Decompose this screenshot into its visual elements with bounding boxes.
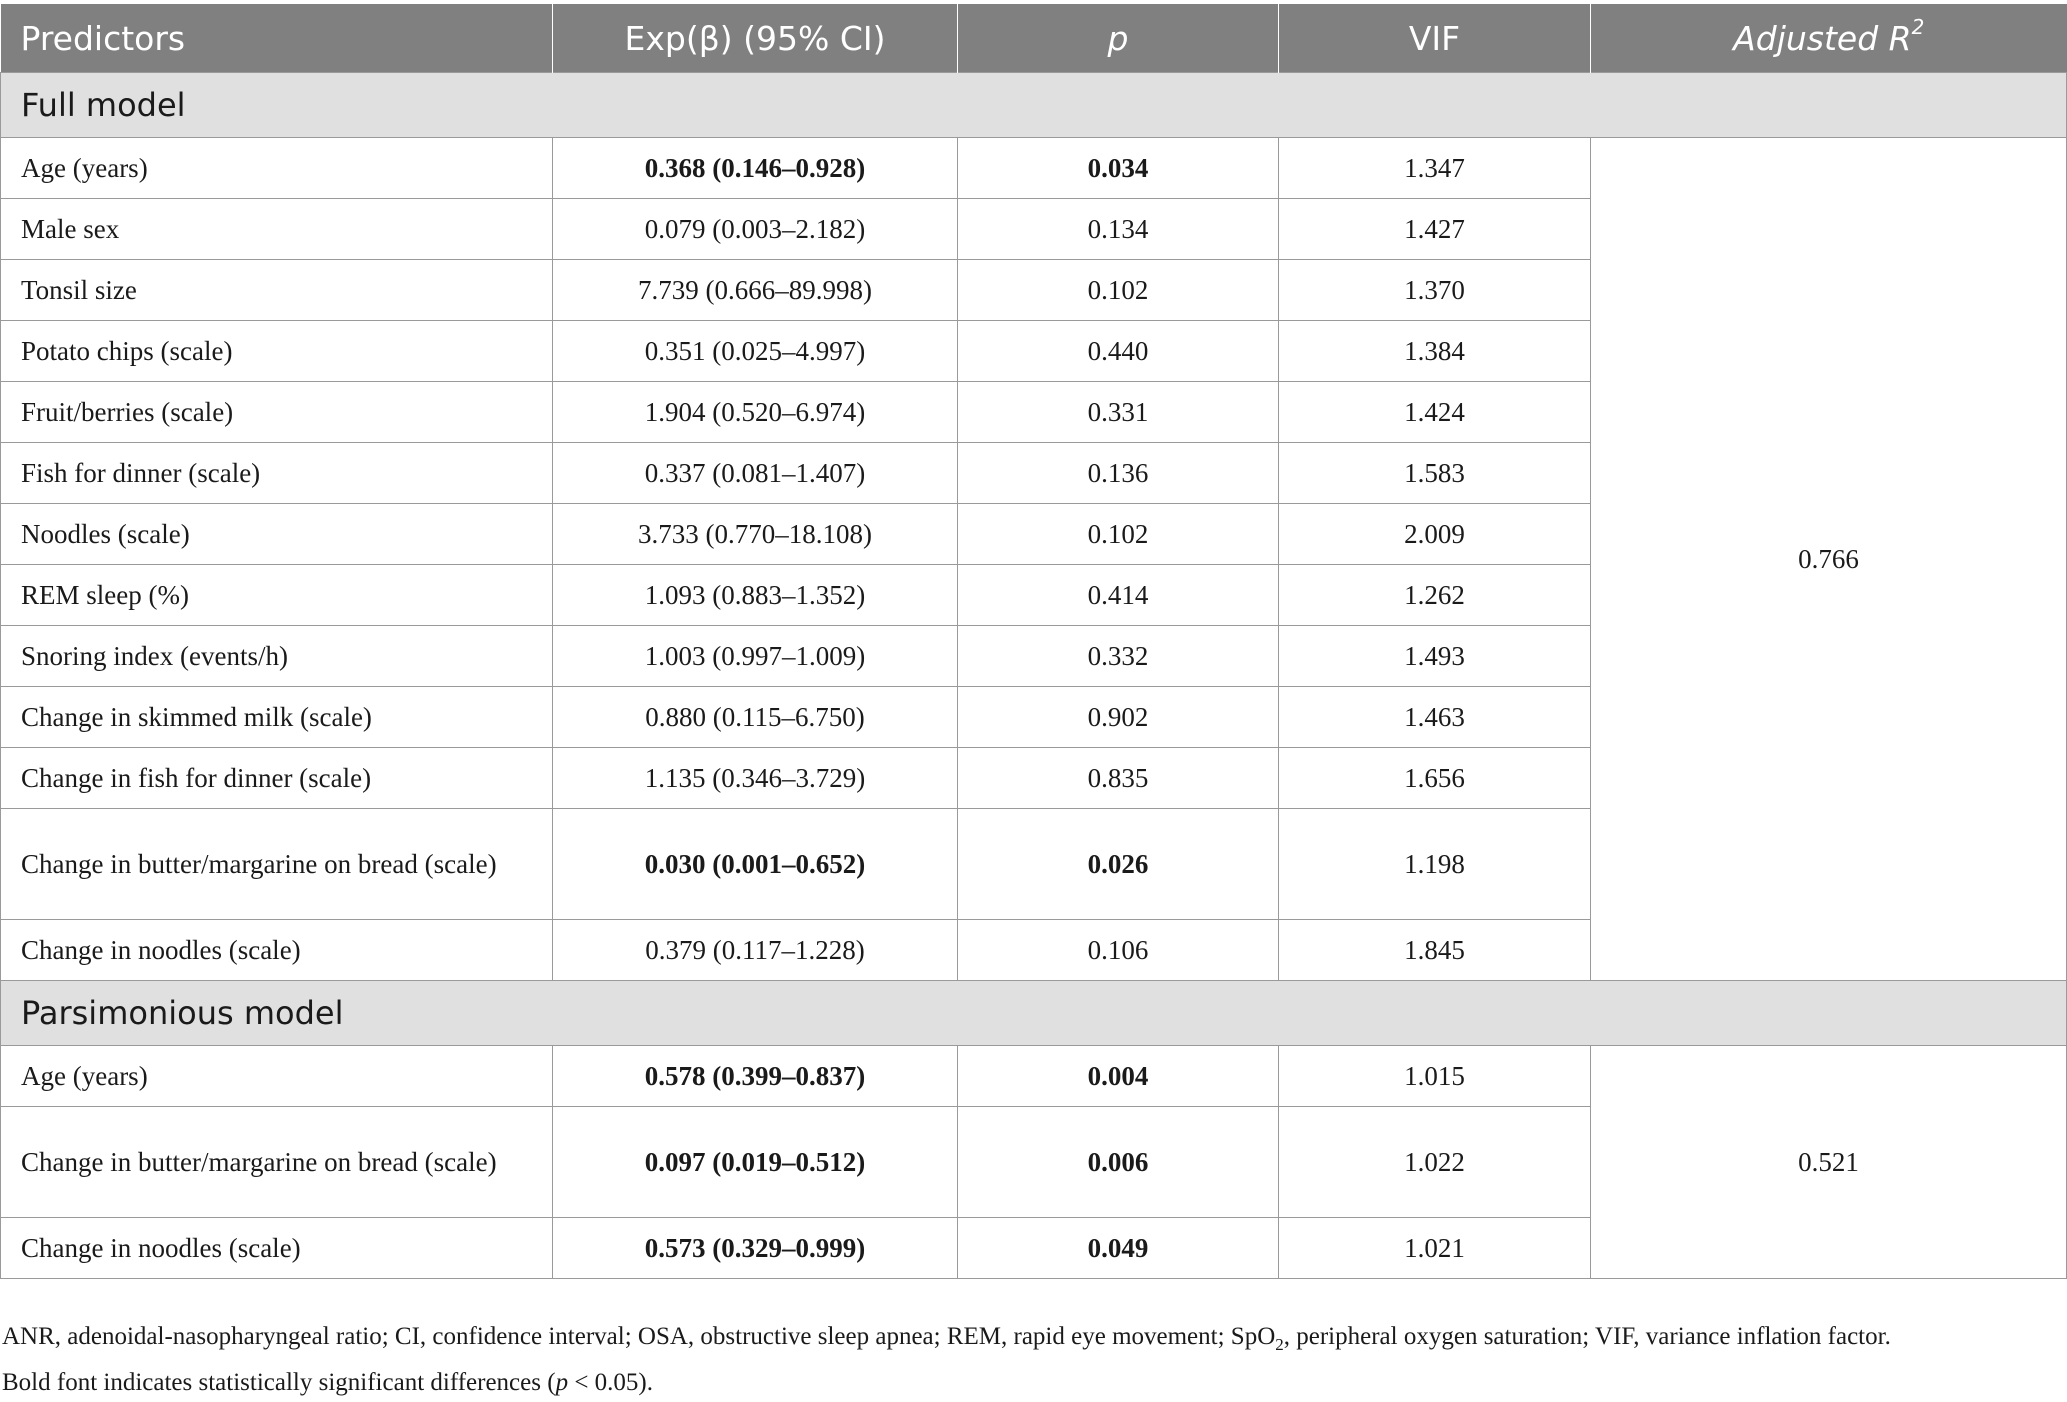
footnote-sig-text-2: < 0.05). (568, 1369, 653, 1396)
predictor-cell: Potato chips (scale) (1, 321, 553, 382)
vif-cell: 1.022 (1279, 1107, 1591, 1218)
table-body (1, 73, 2067, 1279)
parsimonious-model-section-title: Parsimonious model (1, 981, 2067, 1046)
header-vif: VIF (1279, 4, 1591, 73)
header-exp-beta: Exp(β) (95% CI) (553, 4, 958, 73)
vif-cell: 2.009 (1279, 504, 1591, 565)
footnote-abbreviations (2, 1318, 2062, 1364)
exp-beta-cell: 0.351 (0.025–4.997) (553, 321, 958, 382)
vif-cell: 1.463 (1279, 687, 1591, 748)
exp-beta-cell: 0.368 (0.146–0.928) (553, 138, 958, 199)
exp-beta-cell: 0.097 (0.019–0.512) (553, 1107, 958, 1218)
full-model-section-row (1, 73, 2067, 138)
parsimonious-model-section-row (1, 981, 2067, 1046)
full-model-adjusted-r2-cell: 0.766 (1591, 138, 2067, 981)
p-value-cell: 0.414 (958, 565, 1279, 626)
exp-beta-cell: 0.079 (0.003–2.182) (553, 199, 958, 260)
vif-cell: 1.262 (1279, 565, 1591, 626)
p-value-cell: 0.006 (958, 1107, 1279, 1218)
vif-cell: 1.427 (1279, 199, 1591, 260)
exp-beta-cell: 0.573 (0.329–0.999) (553, 1218, 958, 1279)
p-value-cell: 0.134 (958, 199, 1279, 260)
p-value-cell: 0.136 (958, 443, 1279, 504)
vif-cell: 1.656 (1279, 748, 1591, 809)
exp-beta-cell: 0.030 (0.001–0.652) (553, 809, 958, 920)
exp-beta-cell: 0.337 (0.081–1.407) (553, 443, 958, 504)
predictor-cell: Noodles (scale) (1, 504, 553, 565)
header-adjusted-r2 (1591, 4, 2067, 73)
footnote-sig-text: Bold font indicates statistically significant differences ( (2, 1369, 556, 1396)
p-value-cell: 0.332 (958, 626, 1279, 687)
p-value-cell: 0.331 (958, 382, 1279, 443)
exp-beta-cell: 1.003 (0.997–1.009) (553, 626, 958, 687)
predictor-cell: Change in skimmed milk (scale) (1, 687, 553, 748)
p-value-cell: 0.835 (958, 748, 1279, 809)
table-footnote (2, 1318, 2062, 1402)
vif-cell: 1.015 (1279, 1046, 1591, 1107)
p-value-cell: 0.902 (958, 687, 1279, 748)
predictor-cell: Change in butter/margarine on bread (scale) (1, 809, 553, 920)
predictor-cell: Fish for dinner (scale) (1, 443, 553, 504)
vif-cell: 1.347 (1279, 138, 1591, 199)
predictor-cell: REM sleep (%) (1, 565, 553, 626)
vif-cell: 1.021 (1279, 1218, 1591, 1279)
vif-cell: 1.845 (1279, 920, 1591, 981)
exp-beta-cell: 1.135 (0.346–3.729) (553, 748, 958, 809)
footnote-sig-p: p (555, 1369, 569, 1396)
predictor-cell: Change in fish for dinner (scale) (1, 748, 553, 809)
p-value-cell: 0.440 (958, 321, 1279, 382)
vif-cell: 1.424 (1279, 382, 1591, 443)
vif-cell: 1.384 (1279, 321, 1591, 382)
footnote-significance (2, 1364, 2062, 1402)
predictor-cell: Fruit/berries (scale) (1, 382, 553, 443)
p-value-cell: 0.034 (958, 138, 1279, 199)
footnote-abbrev-text: ANR, adenoidal-nasopharyngeal ratio; CI, confidence interval; OSA, obstructive sleep apnea; REM, rapid eye movement; SpO (2, 1323, 1276, 1350)
exp-beta-cell: 3.733 (0.770–18.108) (553, 504, 958, 565)
exp-beta-cell: 0.379 (0.117–1.228) (553, 920, 958, 981)
table-row (1, 1046, 2067, 1107)
predictor-cell: Snoring index (events/h) (1, 626, 553, 687)
header-adjusted-r2-label: Adjusted R (1733, 18, 1912, 58)
header-p-label: p (1107, 18, 1129, 58)
header-p (958, 4, 1279, 73)
vif-cell: 1.583 (1279, 443, 1591, 504)
vif-cell: 1.493 (1279, 626, 1591, 687)
predictor-cell: Male sex (1, 199, 553, 260)
vif-cell: 1.198 (1279, 809, 1591, 920)
vif-cell: 1.370 (1279, 260, 1591, 321)
predictor-cell: Change in noodles (scale) (1, 1218, 553, 1279)
exp-beta-cell: 7.739 (0.666–89.998) (553, 260, 958, 321)
predictor-cell: Tonsil size (1, 260, 553, 321)
regression-table (0, 4, 2067, 1279)
parsimonious-model-adjusted-r2-cell: 0.521 (1591, 1046, 2067, 1279)
p-value-cell: 0.102 (958, 260, 1279, 321)
exp-beta-cell: 1.904 (0.520–6.974) (553, 382, 958, 443)
p-value-cell: 0.004 (958, 1046, 1279, 1107)
p-value-cell: 0.026 (958, 809, 1279, 920)
exp-beta-cell: 0.578 (0.399–0.837) (553, 1046, 958, 1107)
exp-beta-cell: 0.880 (0.115–6.750) (553, 687, 958, 748)
p-value-cell: 0.049 (958, 1218, 1279, 1279)
header-predictors: Predictors (1, 4, 553, 73)
header-row (1, 4, 2067, 73)
predictor-cell: Change in noodles (scale) (1, 920, 553, 981)
predictor-cell: Age (years) (1, 1046, 553, 1107)
results-table-container (0, 4, 2067, 1279)
footnote-abbrev-text-2: , peripheral oxygen saturation; VIF, variance inflation factor. (1283, 1323, 1891, 1350)
predictor-cell: Change in butter/margarine on bread (scale) (1, 1107, 553, 1218)
full-model-section-title: Full model (1, 73, 2067, 138)
table-row (1, 138, 2067, 199)
p-value-cell: 0.102 (958, 504, 1279, 565)
p-value-cell: 0.106 (958, 920, 1279, 981)
predictor-cell: Age (years) (1, 138, 553, 199)
exp-beta-cell: 1.093 (0.883–1.352) (553, 565, 958, 626)
footnote-sub: 2 (1275, 1335, 1284, 1354)
header-adjusted-r2-sup: 2 (1911, 14, 1925, 39)
